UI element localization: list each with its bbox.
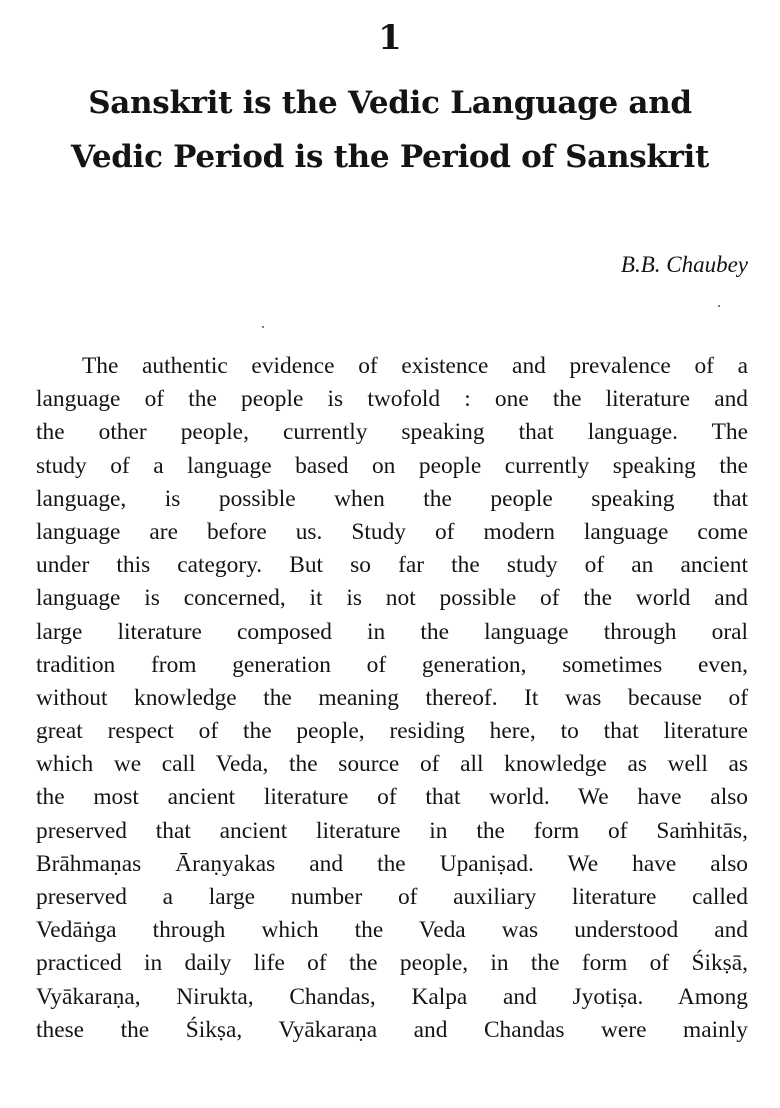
paragraph-line: Vyākaraṇa, Nirukta, Chandas, Kalpa and Jyotiṣa. Among: [36, 983, 748, 1010]
chapter-title-line: Sanskrit is the Vedic Language and: [88, 85, 692, 121]
paragraph-line: the most ancient literature of that world. We have also: [36, 784, 748, 811]
paragraph-line: Vedāṅga through which the Veda was understood and: [36, 917, 748, 944]
paragraph-line: without knowledge the meaning thereof. It was because of: [36, 684, 748, 711]
paragraph-line: language is concerned, it is not possible of the world and: [36, 585, 748, 612]
paragraph-line: preserved a large number of auxiliary literature called: [36, 884, 748, 910]
paragraph-line: these the Śikṣa, Vyākaraṇa and Chandas were mainly: [36, 1016, 748, 1043]
paragraph-line: Brāhmaṇas Āraṇyakas and the Upaniṣad. We have also: [36, 850, 748, 877]
author-name: B.B. Chaubey: [620, 252, 748, 277]
paragraph-line: tradition from generation of generation, sometimes even,: [36, 651, 748, 678]
chapter-number: 1: [378, 18, 402, 58]
paragraph-line: the other people, currently speaking that language. The: [36, 419, 748, 446]
paragraph-line: The authentic evidence of existence and prevalence of a: [82, 353, 748, 379]
paragraph-line: language of the people is twofold : one the literature and: [36, 386, 748, 413]
paragraph-line: great respect of the people, residing here, to that literature: [36, 718, 748, 745]
body-paragraph: [36, 350, 748, 1047]
paragraph-line: which we call Veda, the source of all knowledge as well as: [36, 751, 748, 778]
paragraph-line: under this category. But so far the study of an ancient: [36, 552, 748, 579]
paragraph-line: study of a language based on people currently speaking the: [36, 452, 748, 479]
scan-speck: [262, 326, 264, 328]
paragraph-line: language, is possible when the people speaking that: [36, 485, 748, 512]
paragraph-line: large literature composed in the language through oral: [36, 618, 748, 645]
paragraph-line: practiced in daily life of the people, in the form of Śikṣā,: [36, 950, 748, 977]
chapter-title: [40, 76, 740, 184]
chapter-title-line: Vedic Period is the Period of Sanskrit: [70, 139, 710, 175]
scan-speck: [718, 305, 720, 307]
paragraph-line: preserved that ancient literature in the form of Saṁhitās,: [36, 817, 748, 844]
paragraph-line: language are before us. Study of modern language come: [36, 518, 748, 545]
